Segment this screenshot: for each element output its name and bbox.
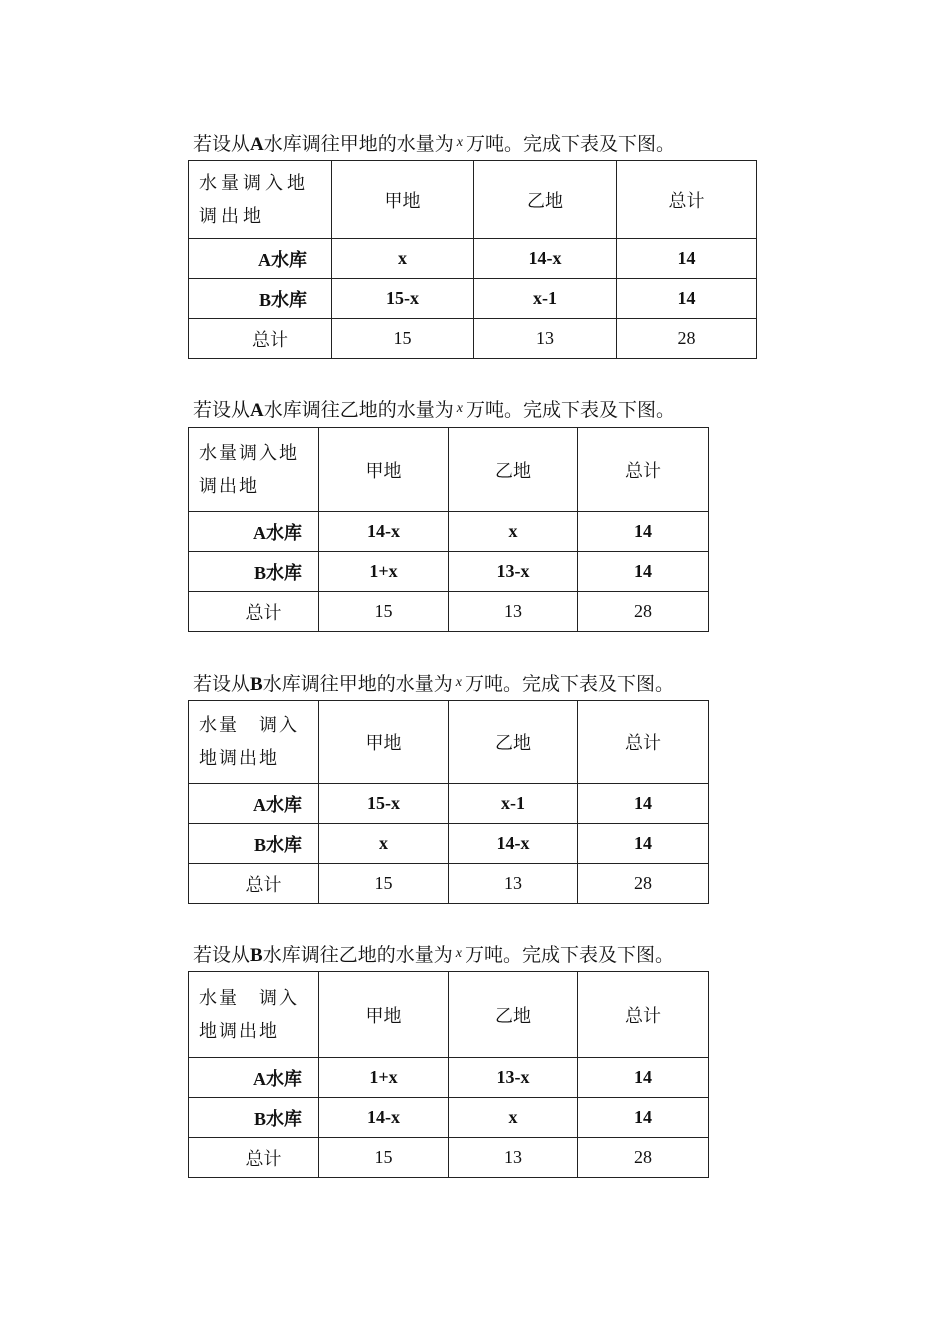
total-cell: 13 xyxy=(449,864,578,904)
prompt-text: 若设从A水库调往甲地的水量为 $^x$ 万吨。完成下表及下图。 xyxy=(193,133,675,155)
cell: 15-x xyxy=(319,784,449,824)
cell: 15-x xyxy=(332,279,474,319)
cell: 13-x xyxy=(449,1058,578,1098)
total-cell: 15 xyxy=(319,592,449,632)
total-cell: 13 xyxy=(449,592,578,632)
allocation-table xyxy=(188,427,709,632)
cell: 14 xyxy=(578,784,709,824)
row-header: A水库 xyxy=(189,784,319,824)
total-cell: 28 xyxy=(617,319,757,359)
row-header: B水库 xyxy=(189,824,319,864)
cell: x-1 xyxy=(449,784,578,824)
col-header: 甲地 xyxy=(332,161,474,239)
total-row xyxy=(189,864,709,904)
cell: x xyxy=(449,512,578,552)
table-row xyxy=(189,784,709,824)
cell: 14 xyxy=(578,824,709,864)
total-cell: 13 xyxy=(474,319,617,359)
cell: 14-x xyxy=(449,824,578,864)
cell: 14 xyxy=(578,512,709,552)
cell: 14 xyxy=(617,239,757,279)
col-header: 乙地 xyxy=(449,701,578,784)
total-cell: 28 xyxy=(578,864,709,904)
allocation-table xyxy=(188,160,757,359)
cell: x xyxy=(332,239,474,279)
cell: x-1 xyxy=(474,279,617,319)
row-header: B水库 xyxy=(189,279,332,319)
total-row xyxy=(189,592,709,632)
row-header: B水库 xyxy=(189,1098,319,1138)
col-header: 甲地 xyxy=(319,701,449,784)
cell: x xyxy=(319,824,449,864)
cell: 13-x xyxy=(449,552,578,592)
total-label: 总计 xyxy=(189,864,319,904)
table-row xyxy=(189,552,709,592)
row-header: A水库 xyxy=(189,1058,319,1098)
col-header: 乙地 xyxy=(474,161,617,239)
row-header: B水库 xyxy=(189,552,319,592)
table-row xyxy=(189,239,757,279)
cell: 14 xyxy=(578,1058,709,1098)
total-cell: 15 xyxy=(319,1138,449,1178)
total-label: 总计 xyxy=(189,319,332,359)
prompt-text: 若设从B水库调往乙地的水量为 $^x$ 万吨。完成下表及下图。 xyxy=(193,944,674,966)
total-cell: 15 xyxy=(319,864,449,904)
cell: 1+x xyxy=(319,552,449,592)
col-header: 总计 xyxy=(578,428,709,512)
total-label: 总计 xyxy=(189,1138,319,1178)
total-cell: 15 xyxy=(332,319,474,359)
cell: 14-x xyxy=(319,1098,449,1138)
table-row xyxy=(189,279,757,319)
corner-header: 水量 调入 地调出地 xyxy=(189,972,319,1058)
row-header: A水库 xyxy=(189,512,319,552)
row-header: A水库 xyxy=(189,239,332,279)
allocation-table xyxy=(188,700,709,904)
prompt-text: 若设从B水库调往甲地的水量为 $^x$ 万吨。完成下表及下图。 xyxy=(193,673,674,695)
prompt-text: 若设从A水库调往乙地的水量为 $^x$ 万吨。完成下表及下图。 xyxy=(193,399,675,421)
cell: 14 xyxy=(578,1098,709,1138)
cell: x xyxy=(449,1098,578,1138)
allocation-table xyxy=(188,971,709,1178)
col-header: 总计 xyxy=(578,701,709,784)
table-row xyxy=(189,824,709,864)
corner-header: 水量调入地 调出地 xyxy=(189,428,319,512)
col-header: 甲地 xyxy=(319,972,449,1058)
col-header: 总计 xyxy=(578,972,709,1058)
total-cell: 28 xyxy=(578,592,709,632)
total-cell: 28 xyxy=(578,1138,709,1178)
cell: 14 xyxy=(617,279,757,319)
total-row xyxy=(189,1138,709,1178)
col-header: 总计 xyxy=(617,161,757,239)
table-row xyxy=(189,512,709,552)
cell: 1+x xyxy=(319,1058,449,1098)
total-row xyxy=(189,319,757,359)
total-cell: 13 xyxy=(449,1138,578,1178)
col-header: 乙地 xyxy=(449,428,578,512)
table-row xyxy=(189,1058,709,1098)
corner-header: 水量调入地 调出地 xyxy=(189,161,332,239)
col-header: 乙地 xyxy=(449,972,578,1058)
cell: 14 xyxy=(578,552,709,592)
cell: 14-x xyxy=(474,239,617,279)
cell: 14-x xyxy=(319,512,449,552)
corner-header: 水量 调入 地调出地 xyxy=(189,701,319,784)
table-row xyxy=(189,1098,709,1138)
total-label: 总计 xyxy=(189,592,319,632)
col-header: 甲地 xyxy=(319,428,449,512)
